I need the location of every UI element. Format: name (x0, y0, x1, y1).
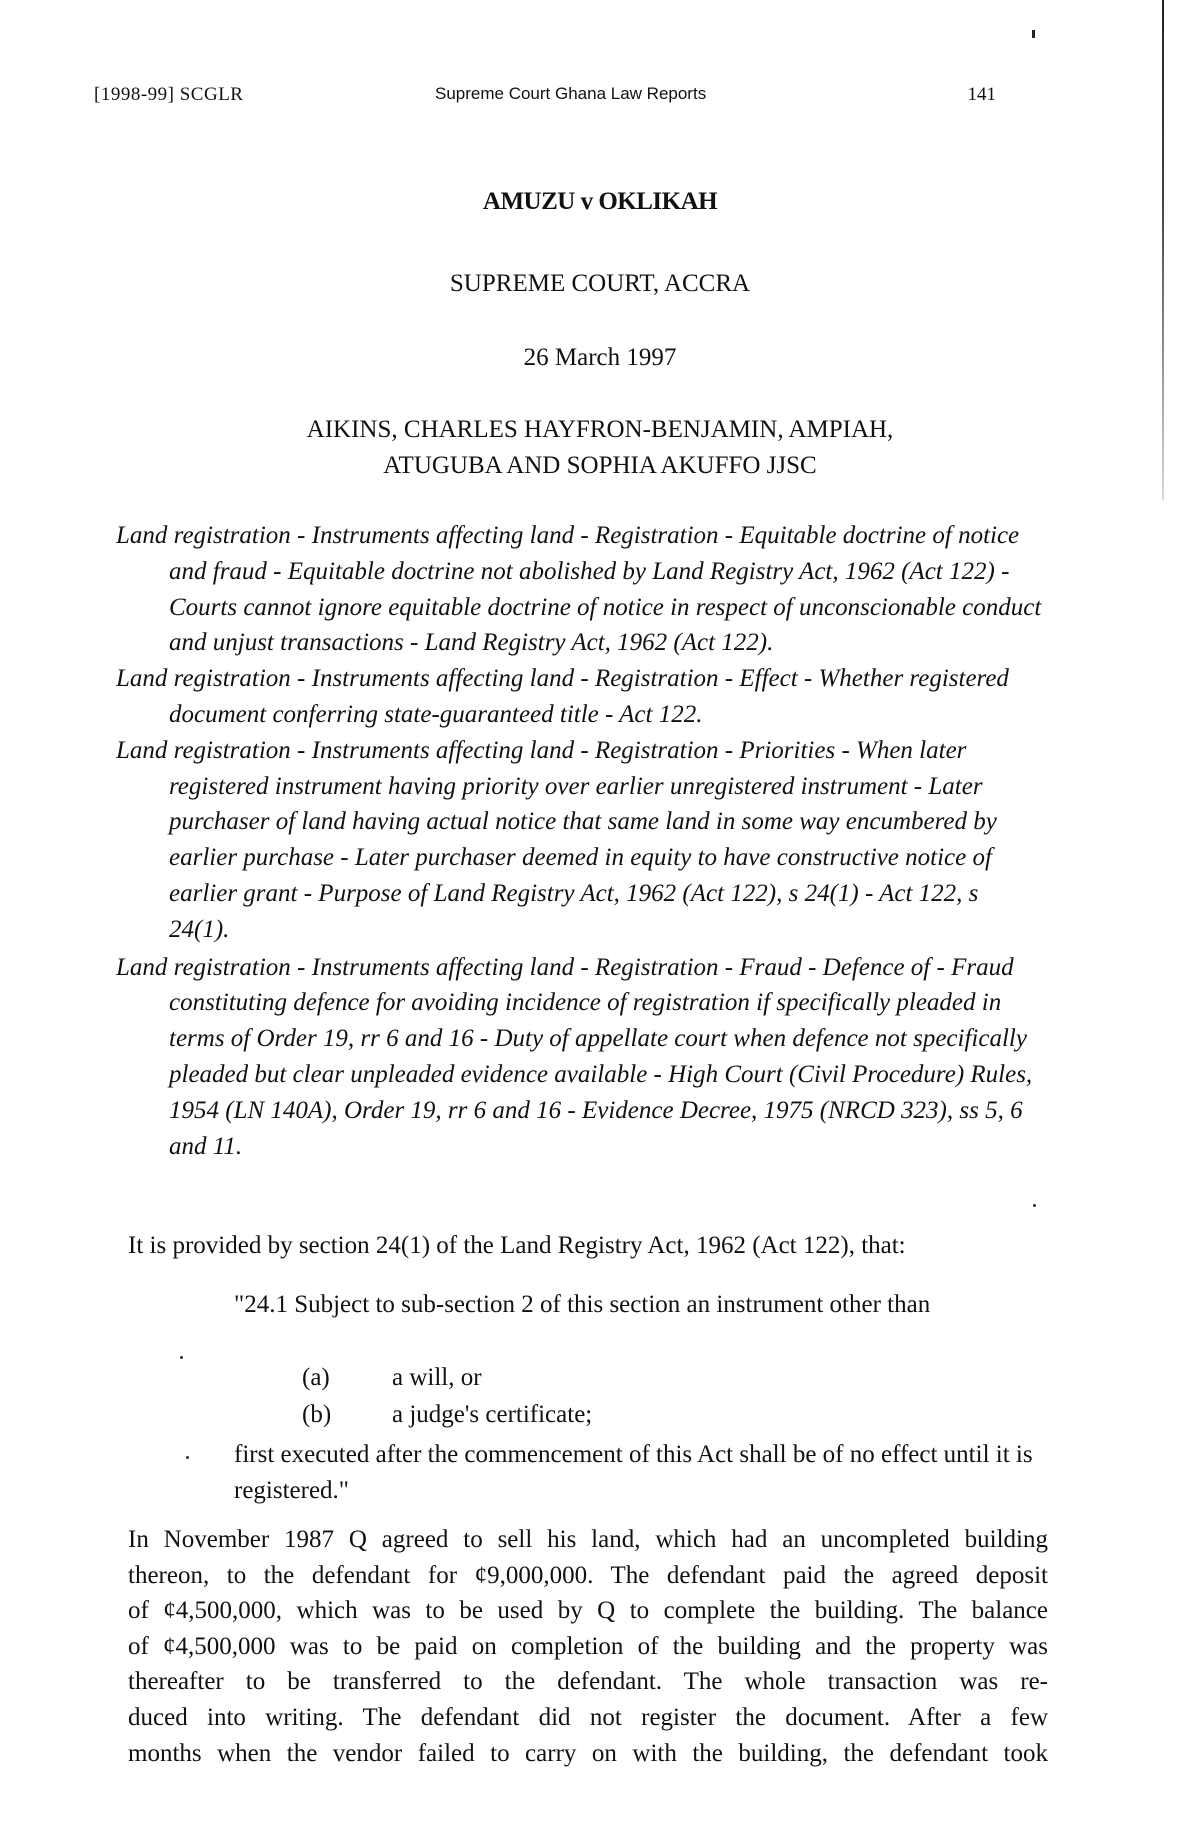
scan-speck (1033, 1204, 1036, 1207)
quote-item-text: a judge's certificate; (392, 1401, 593, 1428)
judgment-date: 26 March 1997 (523, 344, 677, 371)
court-name: SUPREME COURT, ACCRA (449, 270, 751, 297)
report-citation: [1998-99] SCGLR (94, 84, 244, 105)
quote-item-text: a will, or (392, 1364, 482, 1391)
statute-quote-item (302, 1364, 482, 1392)
facts-line: thereafter to be transferred to the defendant. The whole transaction was re- (128, 1668, 1048, 1696)
scan-speck (186, 1456, 189, 1459)
facts-line: of ¢4,500,000 was to be paid on completion of the building and the property was (128, 1632, 1048, 1660)
facts-paragraph (128, 1522, 1048, 1771)
statute-quote-tail: first executed after the commencement of this Act shall be of no effect until it is registered." (234, 1441, 1033, 1504)
facts-line: of ¢4,500,000, which was to be used by Q to complete the building. The balance (128, 1597, 1048, 1625)
quote-item-label: (b) (302, 1401, 332, 1428)
judges-line-1: AIKINS, CHARLES HAYFRON-BENJAMIN, AMPIAH, (306, 416, 894, 443)
scan-speck (180, 1356, 183, 1359)
facts-line: months when the vendor failed to carry on with the building, the defendant took (128, 1739, 1048, 1767)
statute-quote-lead: "24.1 Subject to sub-section 2 of this section an instrument other than (234, 1291, 931, 1318)
report-series-title: Supreme Court Ghana Law Reports (435, 84, 707, 103)
facts-line: thereon, to the defendant for ¢9,000,000. The defendant paid the agreed deposit (128, 1561, 1048, 1589)
case-title: AMUZU v OKLIKAH (482, 188, 718, 215)
facts-line: duced into writing. The defendant did not register the document. After a few (128, 1703, 1048, 1731)
catchword-paragraph: Land registration - Instruments affecting land - Registration - Effect - Whether registered document conferring state-guaranteed title - Act 122. (116, 665, 1009, 728)
catchword-paragraph: Land registration - Instruments affecting land - Registration - Fraud - Defence of - Fraud constituting defence for avoiding incidence of registration if specifically pleaded in terms of Order 19, rr 6 and 16 - Duty of appellate court when defence not specifically pleaded but clear unpleaded evidence available - High Court (Civil Procedure) Rules, 1954 (LN 140A), Order 19, rr 6 and 16 - Evidence Decree, 1975 (NRCD 323), ss 5, 6 and 11. (116, 953, 1033, 1160)
scan-edge-mark (1032, 30, 1035, 38)
intro-paragraph: It is provided by section 24(1) of the Land Registry Act, 1962 (Act 122), that: (128, 1232, 906, 1259)
facts-line: In November 1987 Q agreed to sell his land, which had an uncompleted building (128, 1526, 1048, 1553)
catchword-paragraph: Land registration - Instruments affecting land - Registration - Priorities - When later registered instrument having priority over earlier unregistered instrument - Later purchaser of land having actual notice that same land in some way encumbered by earlier purchase - Later purchaser deemed in equity to have constructive notice of earlier grant - Purpose of Land Registry Act, 1962 (Act 122), s 24(1) - Act 122, s 24(1). (116, 736, 997, 943)
running-head (94, 84, 996, 114)
page-number: 141 (967, 84, 996, 105)
catchwords (116, 518, 1044, 1164)
quote-item-label: (a) (302, 1364, 330, 1391)
statute-quote-item (302, 1401, 592, 1429)
judges-line-2: ATUGUBA AND SOPHIA AKUFFO JJSC (383, 452, 817, 479)
catchword-paragraph: Land registration - Instruments affecting land - Registration - Equitable doctrine of notice and fraud - Equitable doctrine not abolished by Land Registry Act, 1962 (Act 122) - Courts cannot ignore equitable doctrine of notice in respect of unconscionable conduct and unjust transactions - Land Registry Act, 1962 (Act 122). (116, 522, 1042, 657)
